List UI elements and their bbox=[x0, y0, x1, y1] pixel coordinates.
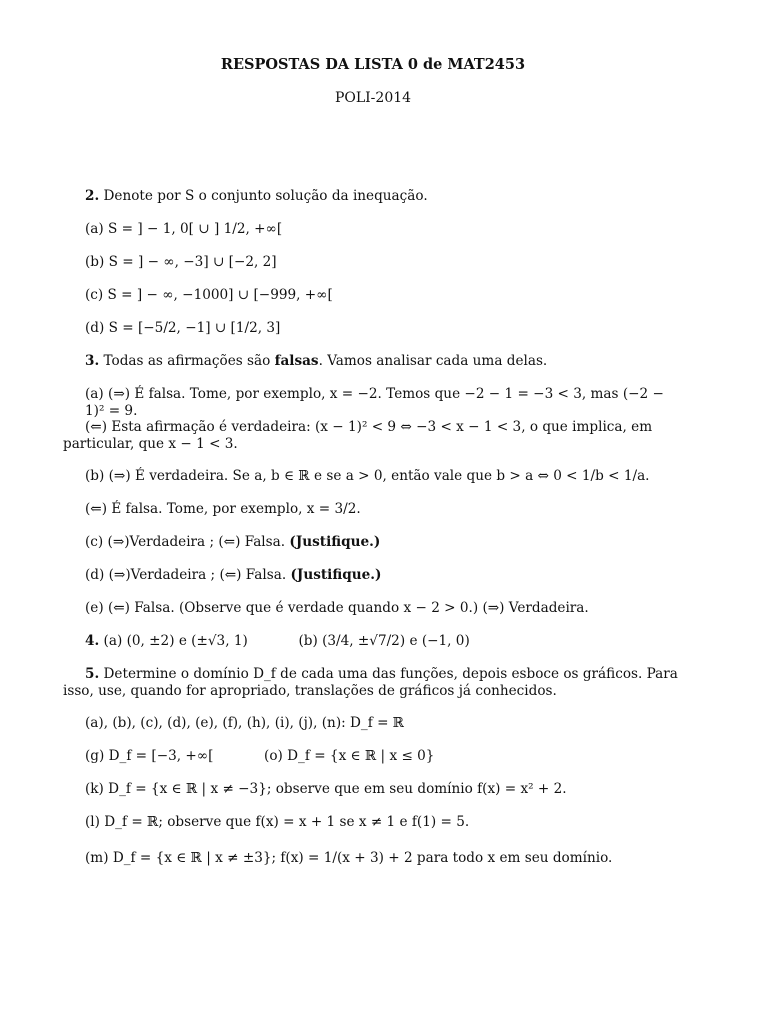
q3-d bbox=[85, 567, 685, 584]
q3-c bbox=[85, 534, 685, 551]
q5-line-1: (a), (b), (c), (d), (e), (f), (h), (i), (j), (n): D_f = ℝ bbox=[85, 715, 405, 731]
q2-item-a: (a) S = ] − 1, 0[ ∪ ] 1/2, +∞[ bbox=[85, 221, 283, 237]
document-title: RESPOSTAS DA LISTA 0 de MAT2453 bbox=[220, 56, 526, 73]
q4-number: 4. bbox=[85, 633, 100, 649]
q2-intro bbox=[85, 188, 685, 205]
document-subtitle: POLI-2014 bbox=[334, 90, 412, 106]
q5-line-2-g: (g) D_f = [−3, +∞[ bbox=[85, 748, 214, 764]
q3-b-backward: (⇐) É falsa. Tome, por exemplo, x = 3/2. bbox=[85, 501, 361, 517]
q3-e: (e) (⇐) Falsa. (Observe que é verdade quando x − 2 > 0.) (⇒) Verdadeira. bbox=[85, 600, 589, 616]
q4 bbox=[85, 633, 685, 650]
q3-c-text: (c) (⇒)Verdadeira ; (⇐) Falsa. bbox=[85, 534, 286, 550]
q5-line-3: (k) D_f = {x ∈ ℝ | x ≠ −3}; observe que em seu domínio f(x) = x² + 2. bbox=[85, 781, 567, 797]
q3-d-justify: (Justifique.) bbox=[290, 567, 382, 583]
q2-number: 2. bbox=[85, 188, 100, 204]
q5-intro-text: Determine o domínio D_f de cada uma das funções, depois esboce os gráficos. Para isso, use, quando for apropriado, translações de gráficos já conhecidos. bbox=[63, 666, 678, 699]
q3-number: 3. bbox=[85, 353, 100, 369]
q2-intro-text: Denote por S o conjunto solução da inequação. bbox=[103, 188, 428, 204]
q5-intro bbox=[63, 666, 685, 700]
q3-a-forward: (a) (⇒) É falsa. Tome, por exemplo, x = −2. Temos que −2 − 1 = −3 < 3, mas (−2 − 1)² = 9. bbox=[85, 386, 664, 419]
q5-line-2 bbox=[85, 748, 685, 765]
q3-d-text: (d) (⇒)Verdadeira ; (⇐) Falsa. bbox=[85, 567, 287, 583]
q3-a-backward: (⇐) Esta afirmação é verdadeira: (x − 1)² < 9 ⇔ −3 < x − 1 < 3, o que implica, em particular, que x − 1 < 3. bbox=[63, 419, 653, 452]
q3-intro-after: . Vamos analisar cada uma delas. bbox=[318, 353, 548, 369]
q3-c-justify: (Justifique.) bbox=[289, 534, 381, 550]
q3-intro-before: Todas as afirmações são bbox=[103, 353, 271, 369]
q5-line-5: (m) D_f = {x ∈ ℝ | x ≠ ±3}; f(x) = 1/(x + 3) + 2 para todo x em seu domínio. bbox=[85, 850, 613, 866]
q5-number: 5. bbox=[85, 666, 100, 682]
q3-b-forward: (b) (⇒) É verdadeira. Se a, b ∈ ℝ e se a > 0, então vale que b > a ⇔ 0 < 1/b < 1/a. bbox=[85, 468, 650, 484]
q2-item-d: (d) S = [−5/2, −1] ∪ [1/2, 3] bbox=[85, 320, 281, 336]
q5-line-2-o: (o) D_f = {x ∈ ℝ | x ≤ 0} bbox=[264, 748, 435, 764]
q4-a: (a) (0, ±2) e (±√3, 1) bbox=[103, 633, 248, 649]
q2-item-c: (c) S = ] − ∞, −1000] ∪ [−999, +∞[ bbox=[85, 287, 333, 303]
q4-b: (b) (3/4, ±√7/2) e (−1, 0) bbox=[298, 633, 470, 649]
q3-intro bbox=[85, 353, 685, 370]
q2-item-b: (b) S = ] − ∞, −3] ∪ [−2, 2] bbox=[85, 254, 277, 270]
q3-intro-bold: falsas bbox=[274, 353, 319, 369]
q5-line-4: (l) D_f = ℝ; observe que f(x) = x + 1 se x ≠ 1 e f(1) = 5. bbox=[85, 814, 470, 830]
